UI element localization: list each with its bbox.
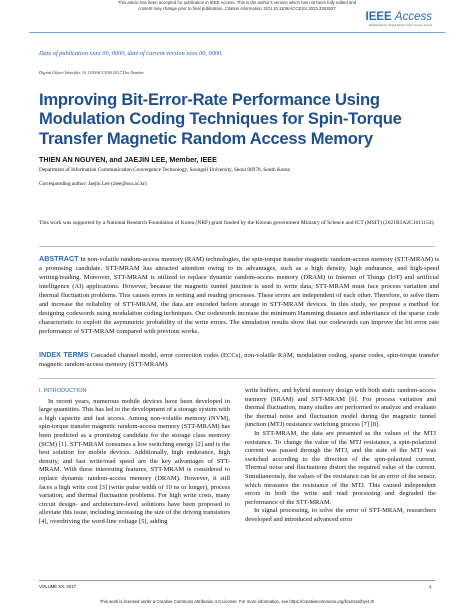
corresponding-author: Corresponding author: Jaejin Lee (zlee@ssu.ac.kr). — [39, 181, 148, 187]
abstract — [39, 254, 439, 336]
publication-date: Date of publication xxxx 00, 0000, date of current version xxxx 00, 0000. — [39, 50, 223, 57]
index-terms-text: Cascaded channel model, error correction codes (ECCs), non-volatile RAM, modulation coding, sparse codes, spin-torque transfer magnetic random-access memory (STT-MRAM). — [39, 352, 439, 369]
right-column — [245, 387, 436, 525]
index-terms-label: INDEX TERMS — [39, 350, 89, 359]
intro-paragraph-1: In recent years, numerous mobile devices have been developed in large quantities. This has led to the development of a storage system with a high capacity and fast access. Among non-volatile memory (NVM), spin-torque transfer magnetic random-access memory (STT-MRAM) has been predicted as a promising candidate for the storage class memory (SCM) [1]. STT-MRAM consumes a low switching energy [2] and is the best solution for mobile devices. Additionally, high endurance, high density, and fast write/read speed are the key advantages of STT-MRAM. With these interesting features, STT-MRAM is considered to replace dynamic random-access memory (DRAM). However, it still faces a high write cost [3] (write pulse width of 10 ns or longer), process variation, and thermal fluctuation problems. For high write costs, many circuit design- and architecture-level solutions have been proposed to alleviate this issue, including increasing the size of the driving transistors [4], overdriving the word-line voltage [5], adding — [39, 397, 230, 525]
abstract-text: In non-volatile random-access memory (RAM) technologies, the spin-torque transfer magnetic random-access memory (STT-MRAM) is a promising candidate. STT-MRAM has attracted attention owing to its advantages, such as a high density, high endurance, and high-speed writing/reading. Moreover, STT-MRAM is utilized to replace dynamic random-access memory (DRAM) in Internet of Things (IoT) and artificial intelligence (AI) applications. However, because the magnetic tunnel junction is used to write data, STT-MRAM must face process variation and thermal fluctuation problems. This causes errors in writing and reading processes. These errors are independent of each other. Therefore, to solve them and increase the reliability of STT-MRAM, the data are encoded before storage in STT-MRAM devices. In this study, we propose a method for designing codewords using modulation coding techniques. Our codewords increase the minimum Hamming distance and inheritance of the sparse code characteristic to exploit the asymmetric probability of the write errors. The simulation results show that our codewords can improve the bit error rate performance of STT-MRAM compared with previous works. — [39, 256, 439, 336]
page-number: 1 — [429, 584, 432, 589]
logo-access-text: Access — [394, 11, 432, 23]
abstract-rule — [39, 246, 435, 247]
section-heading: I. INTRODUCTION — [39, 388, 87, 394]
body-rule — [39, 378, 435, 379]
affiliation: Department of Information Communication Convergence Technology, Soongsil University, Seoul 06978, South Korea — [39, 167, 290, 173]
notice-line-1: This article has been accepted for publication in IEEE Access. This is the author's version which has not been fully edited and — [117, 0, 357, 5]
doi-line: Digital Object Identifier 10.1109/ACCESS.2017.Doi Number — [39, 70, 145, 75]
intro-paragraph-3: In signal processing, to solve the error of STT-MRAM, researchers developed and introduced advanced error — [245, 507, 436, 523]
header-rule — [29, 32, 445, 33]
logo-tagline: Multidisciplinary | Rapid Review | Open Access Journal — [368, 24, 432, 27]
left-column — [39, 387, 230, 527]
notice-line-2: content may change prior to final publication. Citation information: DOI 10.1109/ACCESS.2023.3263527 — [138, 6, 336, 12]
paper-title: Improving Bit-Error-Rate Performance Using Modulation Coding Techniques for Spin-Torque Transfer Magnetic Random Access Memory — [39, 90, 402, 148]
abstract-label: ABSTRACT — [39, 254, 79, 263]
funding-note: This work was supported by a National Research Foundation of Korea (NRF) grant funded by the Korean government Ministry of Science and ICT (MSIT) (2021R1A2C1011154). — [39, 220, 435, 226]
index-terms — [39, 350, 439, 369]
footer-rule — [39, 580, 435, 581]
intro-paragraph-2: In STT-MRAM, the data are presented as the values of the MTJ resistance. To change the value of the MTJ resistance, a spin-polarized current was passed through the MTJ, and the state of the MTJ was switched according to the direction of the spin-polarized current. Thermal noise and fluctuations distort the required value of the current. Simultaneously, the values of the resistance can be an error of the sensor, which measures the resistance of the MTJ. This caused independent errors in both the write and read processing and degraded the performance of the STT-MRAM. — [245, 429, 436, 506]
license-notice: This work is licensed under a Creative Commons Attribution 4.0 License. For more information, see https://creativecommons.org/licenses/by/4.0/ — [99, 599, 375, 604]
volume-label: VOLUME XX, 2017 — [39, 584, 77, 589]
ieee-access-logo — [366, 11, 433, 23]
authors: THIEN AN NGUYEN, and JAEJIN LEE, Member, IEEE — [39, 155, 217, 164]
intro-paragraph-1-cont: write buffers, and hybrid memory design with both static random-access memory (SRAM) and STT-MRAM [6]. For process variation and thermal fluctuation, many studies are performed to analyze and evaluate the thermal noise and fluctuation model during the magnetic tunnel junction (MTJ) resistance switching process [7] [8]. — [245, 387, 436, 429]
logo-ieee-text: IEEE — [365, 11, 392, 23]
